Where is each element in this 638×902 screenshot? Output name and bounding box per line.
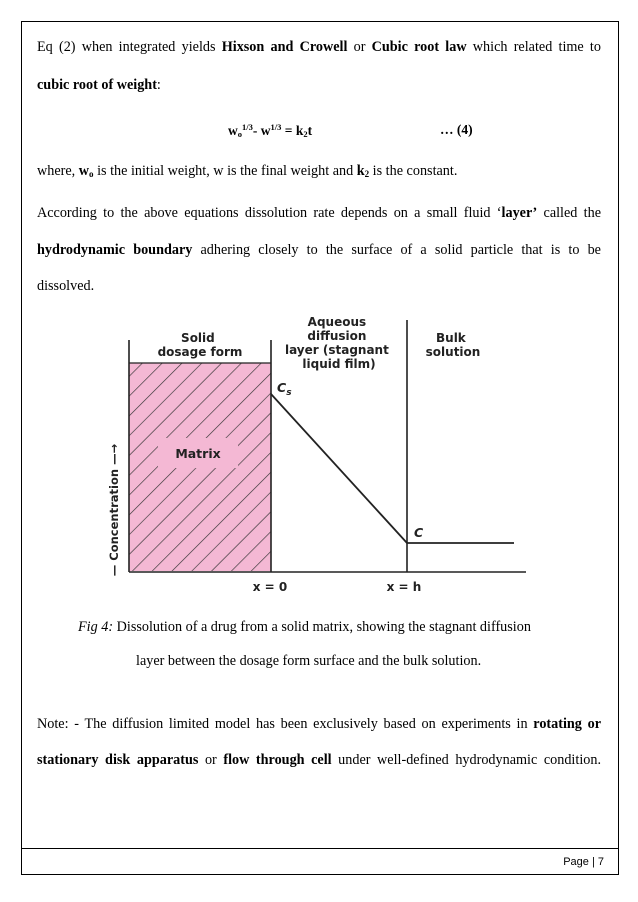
y-axis-label: — Concentration —→ xyxy=(107,443,121,577)
aqueous-label-1: Aqueous xyxy=(307,315,367,329)
solid-label-2: dosage form xyxy=(157,345,243,359)
figure-caption-line2: layer between the dosage form surface and the bulk solution. xyxy=(136,653,482,669)
c-label: C xyxy=(414,525,424,540)
aqueous-label-2: diffusion xyxy=(307,329,367,343)
aqueous-label-4: liquid film) xyxy=(302,357,376,371)
equation-number: … (4) xyxy=(440,122,473,137)
cs-label: $C_s$ xyxy=(277,380,292,398)
svg-text:Aqueous diffusion laye xyxy=(285,315,393,371)
matrix-label: Matrix xyxy=(175,446,221,461)
figure-caption-line1: Fig 4: Dissolution of a drug from a solid matrix, showing the stagnant diffusion xyxy=(78,619,531,635)
bulk-label-1: Bulk xyxy=(436,331,466,345)
concentration-gradient-line xyxy=(271,394,407,543)
para3-line1: According to the above equations dissolution rate depends on a small fluid ‘layer’ called the xyxy=(37,205,601,221)
para2: where, $w_o$ is the initial weight, w is the final weight and $k_2$ is the constant. xyxy=(37,163,458,179)
note-line2: stationary disk apparatus or flow through cell under well-defined hydrodynamic condition. xyxy=(37,752,601,768)
para1-line1: Eq (2) when integrated yields Hixson and Crowell or Cubic root law which related time to xyxy=(37,39,601,55)
page-number: Page | 7 xyxy=(563,856,604,868)
xh-label: x = h xyxy=(386,580,422,594)
solid-label-1: Solid xyxy=(181,331,215,345)
svg-text:Solid dosage form xyxy=(158,331,243,359)
svg-text:Bulk solution xyxy=(426,331,481,359)
x0-label: x = 0 xyxy=(252,580,288,594)
bulk-label-2: solution xyxy=(425,345,481,359)
para3-line3: dissolved. xyxy=(37,278,95,294)
dissolution-figure xyxy=(96,310,526,598)
para1-line2: cubic root of weight: xyxy=(37,77,161,93)
footer-rule xyxy=(22,848,618,849)
equation-4: $w_o^{1/3}-$ $w^{1/3} = k_2t$ xyxy=(228,122,313,139)
aqueous-label-3: layer (stagnant xyxy=(284,343,389,357)
note-line1: Note: - The diffusion limited model has been exclusively based on experiments in rotating or xyxy=(37,716,602,732)
para3-line2: hydrodynamic boundary adhering closely to the surface of a solid particle that is to be xyxy=(37,242,601,258)
